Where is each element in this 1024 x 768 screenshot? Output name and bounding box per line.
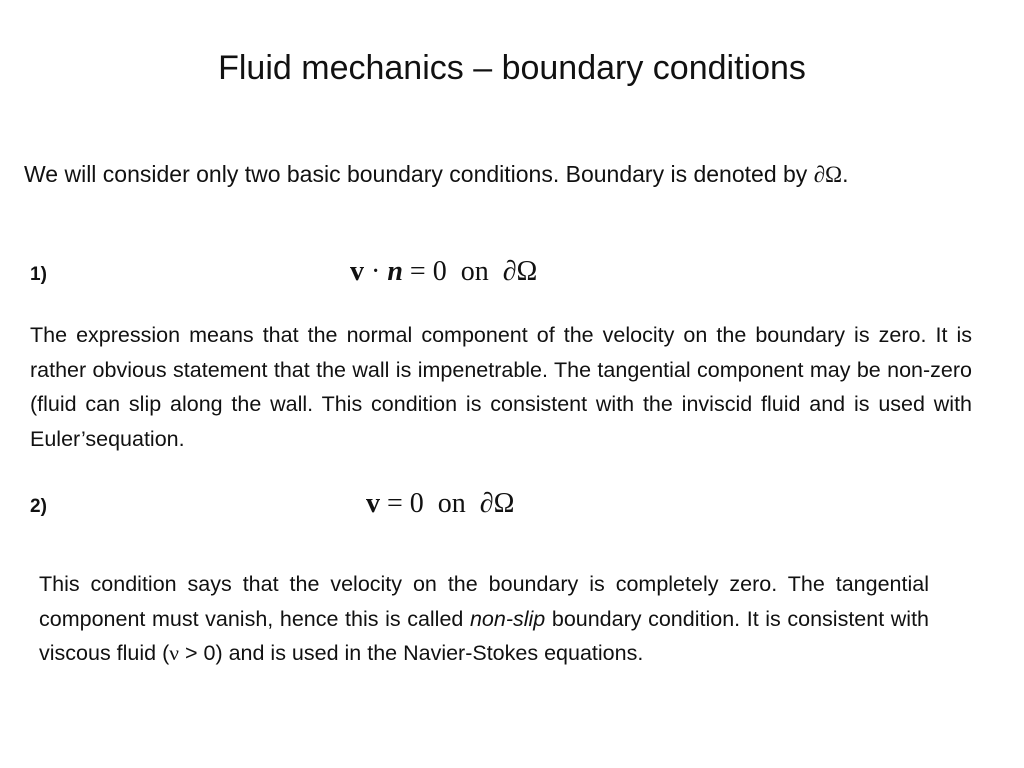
description-part-3: > 0) and is used in the Navier-Stokes equations.	[178, 641, 644, 665]
normal-vector-symbol: n	[387, 256, 403, 287]
condition-1-number: 1)	[30, 264, 47, 285]
velocity-symbol: v	[366, 488, 380, 519]
condition-2-equation	[366, 488, 514, 520]
dot-operator: ·	[371, 256, 381, 287]
boundary-symbol: ∂Ω	[813, 162, 843, 187]
description-part-2: boundary condition. It is consistent with viscous fluid (	[39, 606, 930, 665]
slide-title: Fluid mechanics – boundary conditions	[218, 49, 806, 87]
intro-sentence: We will consider only two basic boundary conditions. Boundary is denoted by	[24, 161, 814, 187]
description-part-1: This condition says that the velocity on the boundary is completely zero. The tangential component must vanish, hence this is called	[39, 572, 929, 631]
condition-2-number: 2)	[30, 496, 47, 517]
condition-2-description	[39, 567, 929, 671]
equation-rhs: = 0 on ∂Ω	[409, 256, 538, 287]
viscosity-symbol: ν	[169, 641, 179, 665]
non-slip-term: non-slip	[469, 606, 546, 631]
condition-1-description: The expression means that the normal component of the velocity on the boundary is zero. It is rather obvious statement that the wall is impenetrable. The tangential component may be non-zero (fluid can slip along the wall. This condition is consistent with the inviscid fluid and is used with Euler’sequation.	[30, 323, 972, 451]
intro-period: .	[842, 161, 849, 187]
velocity-symbol: v	[350, 256, 364, 287]
intro-text	[24, 158, 849, 191]
equation-rhs: = 0 on ∂Ω	[387, 488, 515, 519]
condition-1-equation	[350, 256, 537, 288]
